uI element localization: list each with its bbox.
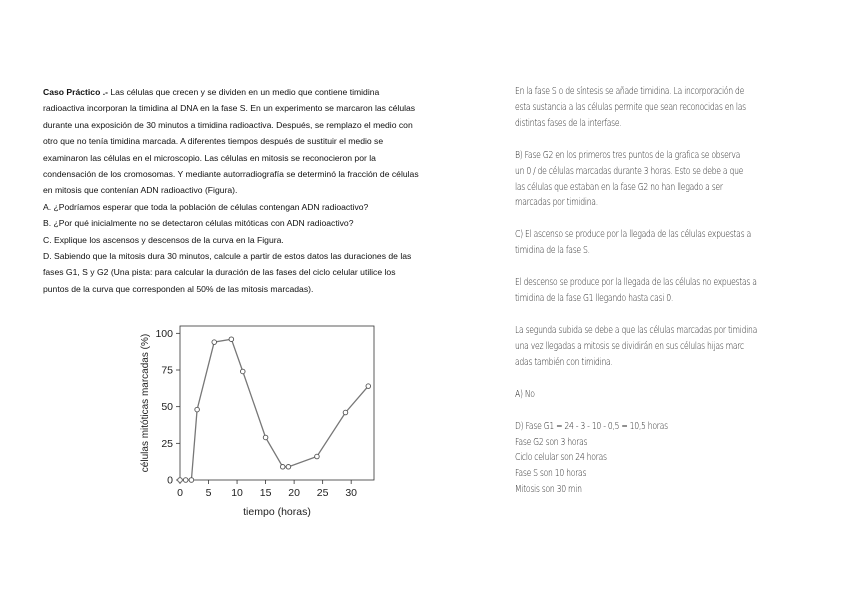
answer-line: esta sustancia a las células permite que sean reconocidas en las	[515, 101, 746, 113]
data-point	[189, 478, 194, 483]
data-point	[343, 410, 348, 415]
data-point	[280, 465, 285, 470]
answer-line: distintas fases de la interfase.	[515, 117, 622, 129]
question-a: A. ¿Podríamos esperar que toda la población de células contengan ADN radioactivo?	[43, 201, 369, 212]
exercise-line: Las células que crecen y se dividen en un medio que contiene timidina	[110, 87, 380, 97]
y-axis-label: células mitóticas marcadas (%)	[140, 333, 151, 473]
answer-line: adas también con timidina.	[515, 356, 613, 368]
x-tick-label: 15	[259, 487, 272, 499]
x-tick-label: 20	[288, 487, 300, 499]
y-tick-label: 25	[161, 437, 173, 450]
answer-line: timidina de la fase S.	[515, 245, 590, 257]
exercise-line: en mitosis que contenían ADN radioactivo (Figura).	[43, 185, 238, 196]
x-tick-label: 25	[316, 487, 329, 499]
y-tick-label: 100	[155, 327, 173, 340]
data-point	[178, 478, 183, 483]
data-point	[195, 407, 200, 412]
answer-line: las células que estaban en la fase G2 no han llegado a ser	[515, 181, 723, 193]
exercise-line: condensación de los cromosomas. Y mediante autorradiografía se determinó la fracción de células	[43, 169, 419, 180]
question-c: C. Explique los ascensos y descensos de la curva en la Figura.	[43, 234, 284, 245]
x-tick-label: 5	[205, 487, 212, 499]
exercise-intro	[43, 84, 475, 100]
data-point	[315, 454, 320, 459]
answer-line: D) Fase G1 = 24 - 3 - 10 - 0,5 = 10,5 horas	[515, 420, 668, 432]
handwritten-answers	[515, 84, 810, 498]
answer-line: B) Fase G2 en los primeros tres puntos de la grafica se observa	[515, 149, 741, 161]
answer-line: una vez llegadas a mitosis se dividirán en sus células hijas marc	[515, 340, 744, 352]
answer-line: En la fase S o de síntesis se añade timidina. La incorporación de	[515, 86, 745, 97]
y-tick-label: 0	[167, 474, 173, 487]
answer-line: Mitosis son 30 min	[515, 484, 582, 496]
answer-line: El descenso se produce por la llegada de las células no expuestas a	[515, 277, 757, 289]
answer-line: La segunda subida se debe a que las células marcadas por timidina	[515, 324, 758, 336]
data-point	[286, 465, 291, 470]
data-point	[229, 337, 234, 342]
x-tick-label: 0	[177, 487, 183, 499]
exercise-line: examinaron las células en el microscopio. Las células en mitosis se reconocieron por la	[43, 152, 376, 163]
answer-line: Ciclo celular son 24 horas	[515, 452, 607, 464]
answer-line: marcadas por timidina.	[515, 197, 598, 209]
question-b: B. ¿Por qué inicialmente no se detectaron células mitóticas con ADN radioactivo?	[43, 218, 354, 229]
answer-line: A) No	[515, 388, 535, 400]
answer-line: un 0 / de células marcadas durante 3 horas. Esto se debe a que	[515, 165, 744, 177]
answer-line: Fase G2 son 3 horas	[515, 436, 588, 448]
y-tick-label: 75	[161, 364, 173, 377]
data-point	[183, 478, 188, 483]
answer-line: C) El ascenso se produce por la llegada de las células expuestas a	[515, 229, 751, 241]
exercise-line: otro que no tenía timidina marcada. A diferentes tiempos después de sustituir el medio se	[43, 136, 384, 147]
exercise-title: Caso Práctico .-	[43, 87, 108, 97]
exercise-line: radioactiva incorporan la timidina al DNA en la fase S. En un experimento se marcaron las células	[43, 103, 416, 114]
question-d-cont: fases G1, S y G2 (Una pista: para calcular la duración de las fases del ciclo celular utilice los	[43, 267, 396, 278]
data-point	[263, 435, 268, 440]
y-tick-label: 50	[161, 401, 173, 414]
exercise-text	[43, 84, 475, 297]
data-point	[366, 384, 371, 389]
data-point	[240, 369, 245, 374]
x-tick-label: 30	[345, 487, 358, 499]
exercise-line: durante una exposición de 30 minutos a timidina radioactiva. Después, se remplazo el medio con	[43, 119, 413, 130]
x-axis-label: tiempo (horas)	[243, 506, 311, 518]
series-line	[180, 339, 368, 480]
answer-line: Fase S son 10 horas	[515, 468, 587, 480]
mitosis-chart	[130, 322, 380, 520]
question-d-cont: puntos de la curva que corresponden al 50% de las mitosis marcadas).	[43, 283, 314, 294]
data-point	[212, 340, 217, 345]
x-tick-label: 10	[231, 487, 243, 499]
answer-line: timidina de la fase G1 llegando hasta casi 0.	[515, 293, 673, 305]
question-d: D. Sabiendo que la mitosis dura 30 minutos, calcule a partir de estos datos las duraciones de las	[43, 251, 412, 262]
